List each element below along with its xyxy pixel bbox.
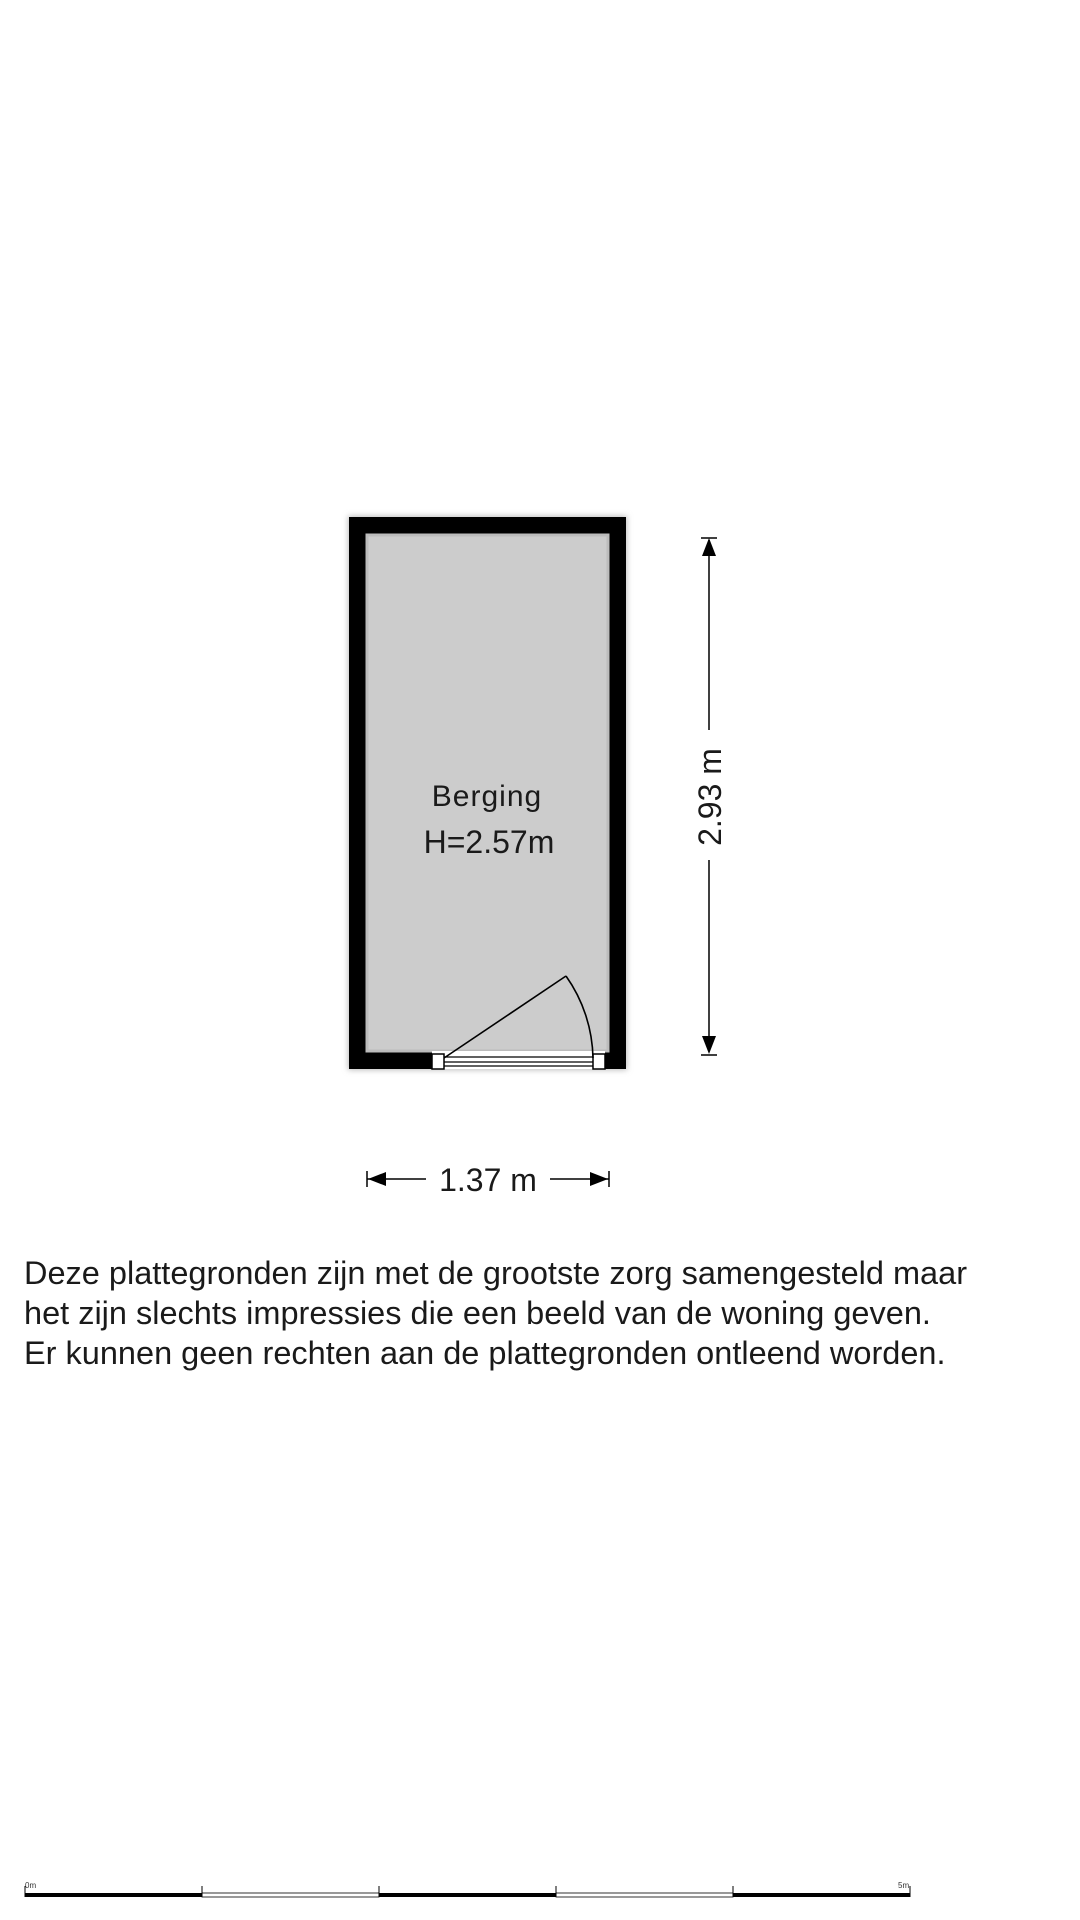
door-jamb-left (432, 1054, 444, 1069)
room-berging (348, 516, 627, 1070)
scale-end-label: 5m (898, 1881, 910, 1890)
scale-segment (556, 1893, 733, 1897)
scale-segment (25, 1893, 202, 1897)
length-dimension (692, 538, 728, 1055)
room-name: Berging (431, 780, 543, 813)
scale-segment (379, 1893, 556, 1897)
scale-segment (202, 1893, 379, 1897)
width-dimension (367, 1162, 609, 1198)
arrow-up-icon (702, 538, 716, 556)
door-jamb-right (593, 1054, 605, 1069)
arrow-right-icon (590, 1172, 608, 1186)
arrow-down-icon (702, 1036, 716, 1054)
arrow-left-icon (368, 1172, 386, 1186)
disclaimer-text (24, 1253, 1064, 1373)
scale-segment (733, 1893, 910, 1897)
room-height: H=2.57m (423, 824, 555, 860)
scale-bar (25, 1881, 910, 1897)
width-label: 1.37 m (439, 1162, 537, 1198)
disclaimer-line: het zijn slechts impressies die een beeld van de woning geven. (24, 1295, 931, 1331)
length-label: 2.93 m (692, 748, 728, 846)
disclaimer-line: Er kunnen geen rechten aan de plattegronden ontleend worden. (24, 1335, 946, 1371)
disclaimer-line: Deze plattegronden zijn met de grootste zorg samengesteld maar (24, 1255, 968, 1291)
scale-start-label: 0m (25, 1881, 37, 1890)
